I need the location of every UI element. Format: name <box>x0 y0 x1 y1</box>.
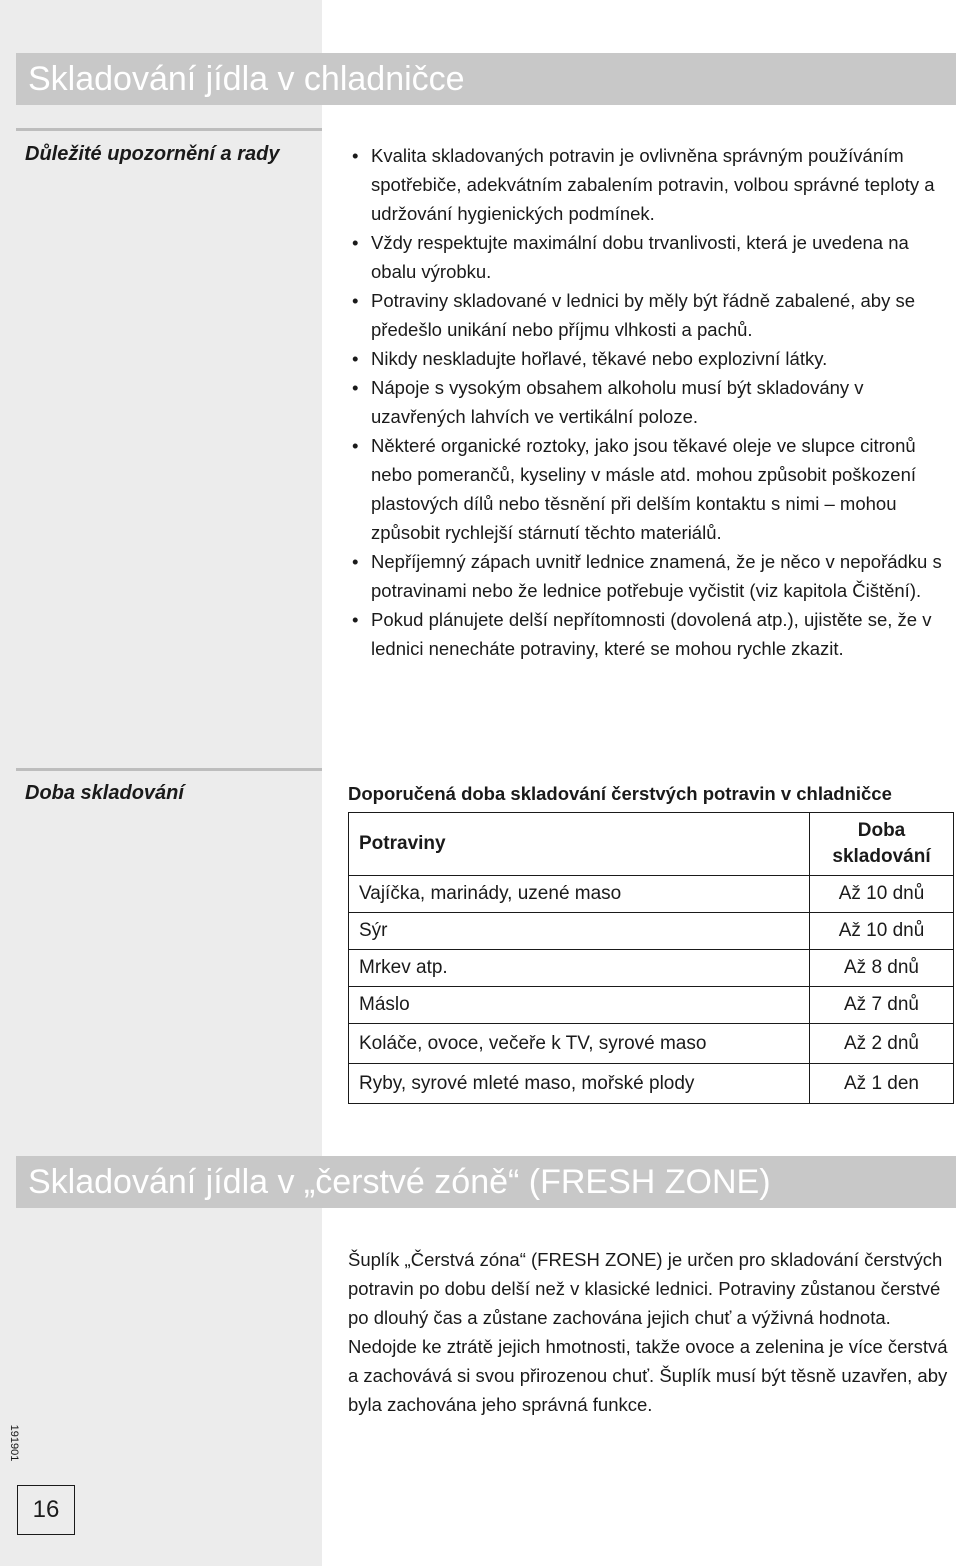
table-row <box>349 1064 954 1104</box>
header-food: Potraviny <box>349 813 810 876</box>
notes-list <box>348 141 958 663</box>
section-title-fridge-storage: Skladování jídla v chladničce <box>16 53 956 105</box>
note-item: • Nepříjemný zápach uvnitř lednice znamená, že je něco v nepořádku s potravinami nebo že lednice potřebuje vyčistit (viz kapitola Čištění). <box>348 547 958 605</box>
time-cell: Až 10 dnů <box>810 913 954 950</box>
time-cell: Až 8 dnů <box>810 950 954 987</box>
note-item: • Vždy respektujte maximální dobu trvanlivosti, která je uvedena na obalu výrobku. <box>348 228 958 286</box>
time-cell: Až 2 dnů <box>810 1024 954 1064</box>
food-cell: Vajíčka, marinády, uzené maso <box>349 876 810 913</box>
food-cell: Koláče, ovoce, večeře k TV, syrové maso <box>349 1024 810 1064</box>
section-divider <box>16 768 322 771</box>
food-cell: Máslo <box>349 987 810 1024</box>
section-title-fresh-zone: Skladování jídla v „čerstvé zóně“ (FRESH ZONE) <box>16 1156 956 1208</box>
table-row <box>349 913 954 950</box>
section-divider <box>16 128 322 131</box>
document-code: 191901 <box>8 1424 20 1462</box>
fresh-zone-description: Šuplík „Čerstvá zóna“ (FRESH ZONE) je určen pro skladování čerstvých potravin po dobu delší než v klasické lednici. Potraviny zůstanou čerstvé po dlouhý čas a zůstane zachována jejich chuť a výživná hodnota. Nedojde ke ztrátě jejich hmotnosti, takže ovoce a zelenina je více čerstvá a zachovává si svou přirozenou chuť. Šuplík musí být těsně uzavřen, aby byla zachována jeho správná funkce. <box>348 1249 948 1415</box>
note-item: • Nikdy neskladujte hořlavé, těkavé nebo explozivní látky. <box>348 344 958 373</box>
table-row <box>349 876 954 913</box>
note-item: • Nápoje s vysokým obsahem alkoholu musí být skladovány v uzavřených lahvích ve vertikální poloze. <box>348 373 958 431</box>
table-row <box>349 1024 954 1064</box>
time-cell: Až 7 dnů <box>810 987 954 1024</box>
table-caption: Doporučená doba skladování čerstvých potravin v chladničce <box>348 783 892 804</box>
page-number: 16 <box>17 1485 75 1535</box>
food-cell: Sýr <box>349 913 810 950</box>
time-cell: Až 10 dnů <box>810 876 954 913</box>
notes-label: Důležité upozornění a rady <box>25 143 280 165</box>
storage-time-table <box>348 812 954 1104</box>
storage-time-label: Doba skladování <box>25 782 184 804</box>
note-item: • Některé organické roztoky, jako jsou těkavé oleje ve slupce citronů nebo pomerančů, kyseliny v másle atd. mohou způsobit poškození plastových dílů nebo těsnění při delším kontaktu s nimi – mohou způsobit rychlejší stárnutí těchto materiálů. <box>348 431 958 547</box>
table-row <box>349 987 954 1024</box>
time-cell: Až 1 den <box>810 1064 954 1104</box>
note-item: • Kvalita skladovaných potravin je ovlivněna správným používáním spotřebiče, adekvátním zabalením potravin, volbou správné teploty a udržování hygienických podmínek. <box>348 141 958 228</box>
note-item: • Potraviny skladované v lednici by měly být řádně zabalené, aby se předešlo unikání nebo příjmu vlhkosti a pachů. <box>348 286 958 344</box>
food-cell: Ryby, syrové mleté maso, mořské plody <box>349 1064 810 1104</box>
table-row <box>349 950 954 987</box>
note-item: • Pokud plánujete delší nepřítomnosti (dovolená atp.), ujistěte se, že v lednici nenecháte potraviny, které se mohou rychle zkazit. <box>348 605 958 663</box>
header-storage-time: Doba skladování <box>810 813 954 876</box>
table-header-row <box>349 813 954 876</box>
food-cell: Mrkev atp. <box>349 950 810 987</box>
